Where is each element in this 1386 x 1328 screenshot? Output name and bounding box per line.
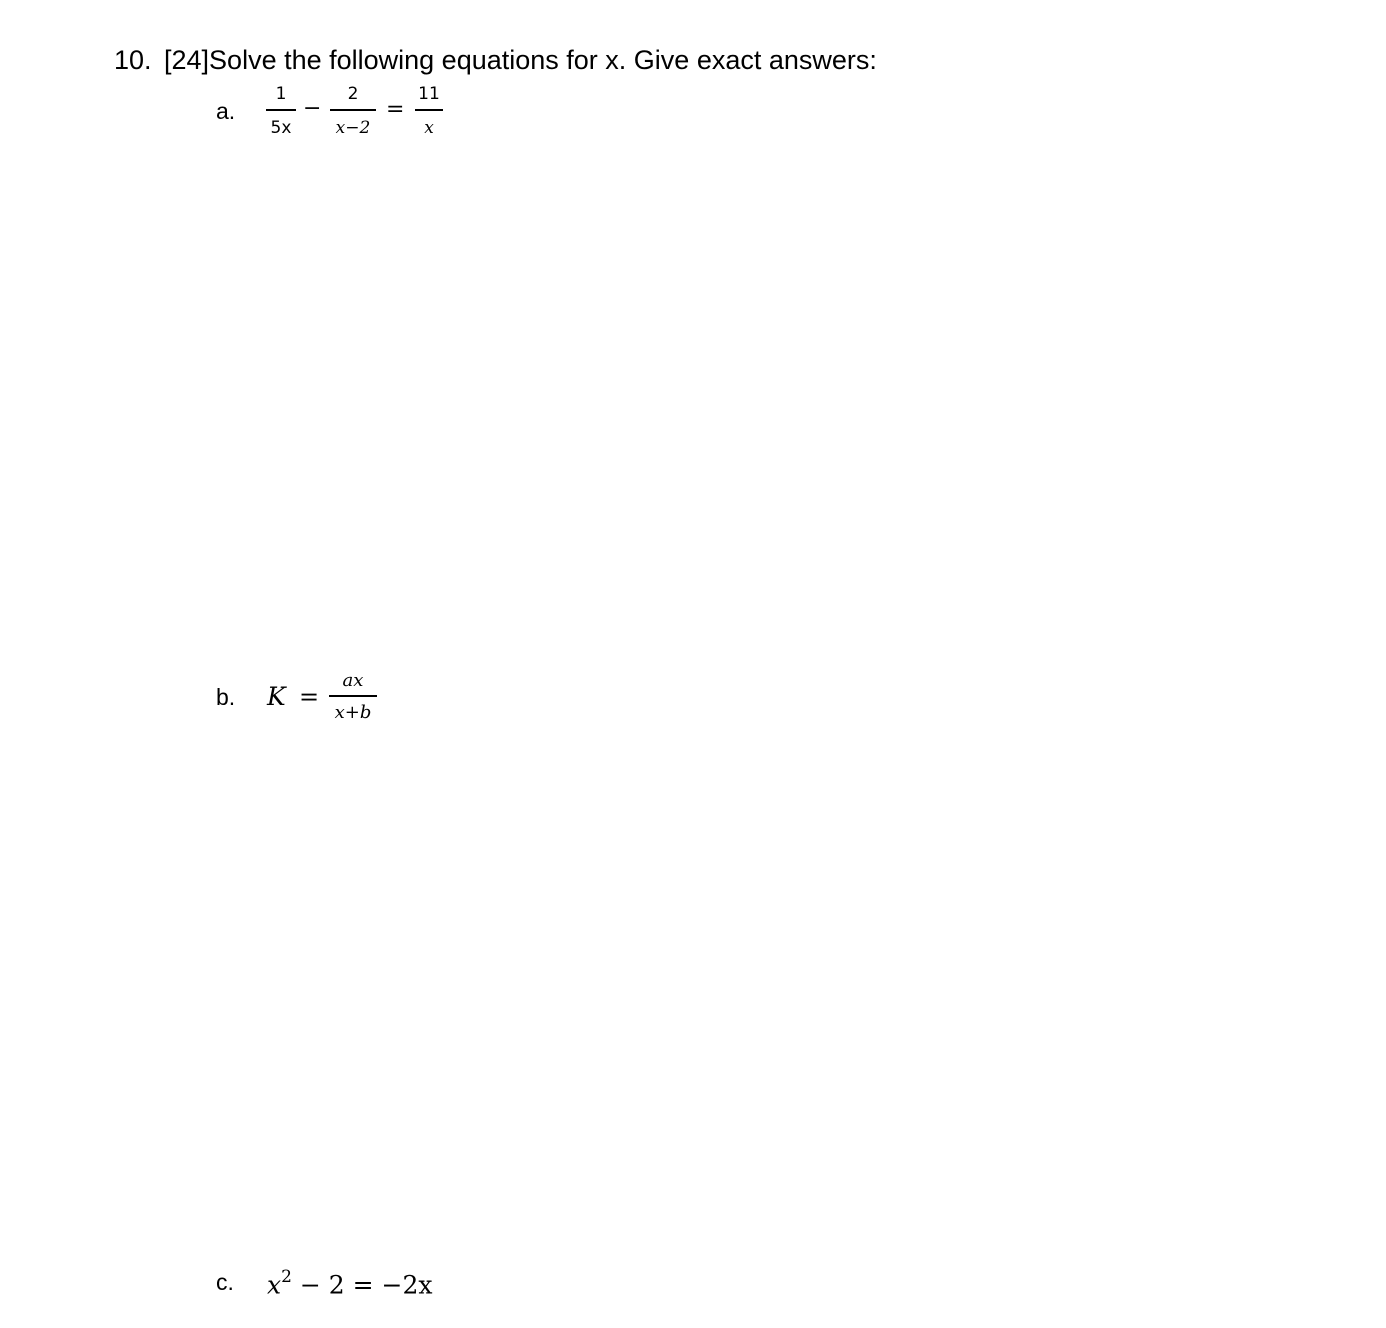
- fraction-bar: [415, 109, 443, 111]
- part-a-equals-sign: =: [386, 97, 405, 122]
- part-a-label: a.: [216, 98, 236, 124]
- fraction-numerator: 1: [275, 84, 287, 104]
- question-instruction: Solve the following equations for x. Give exact answers:: [209, 45, 877, 75]
- fraction-denominator: x+b: [334, 702, 372, 723]
- part-c-rest: − 2 = −2x: [291, 1270, 433, 1300]
- question-points: [24]: [164, 45, 210, 75]
- part-b-fraction: [329, 671, 377, 723]
- part-a-fraction-1: [266, 84, 296, 138]
- fraction-bar: [329, 695, 377, 697]
- part-b-label: b.: [216, 684, 236, 710]
- part-a-fraction-2: [330, 84, 376, 138]
- fraction-numerator: ax: [342, 670, 364, 691]
- part-c-equation: [267, 1262, 432, 1302]
- part-b-equals-sign: =: [299, 683, 320, 711]
- fraction-bar: [266, 109, 296, 111]
- part-c-exponent: 2: [281, 1267, 292, 1287]
- part-a-fraction-3: [415, 84, 443, 138]
- part-a-minus-sign: −: [303, 96, 322, 121]
- fraction-numerator: 11: [418, 84, 440, 104]
- fraction-denominator: x: [424, 118, 434, 138]
- fraction-denominator: x−2: [335, 118, 371, 138]
- part-b-lhs: K: [267, 682, 286, 711]
- fraction-bar: [330, 109, 376, 111]
- question-number: 10.: [114, 45, 152, 75]
- part-c-base: x: [267, 1270, 282, 1300]
- part-c-label: c.: [216, 1269, 234, 1295]
- fraction-numerator: 2: [347, 84, 359, 104]
- fraction-denominator: 5x: [270, 118, 292, 138]
- question-heading: [114, 42, 877, 78]
